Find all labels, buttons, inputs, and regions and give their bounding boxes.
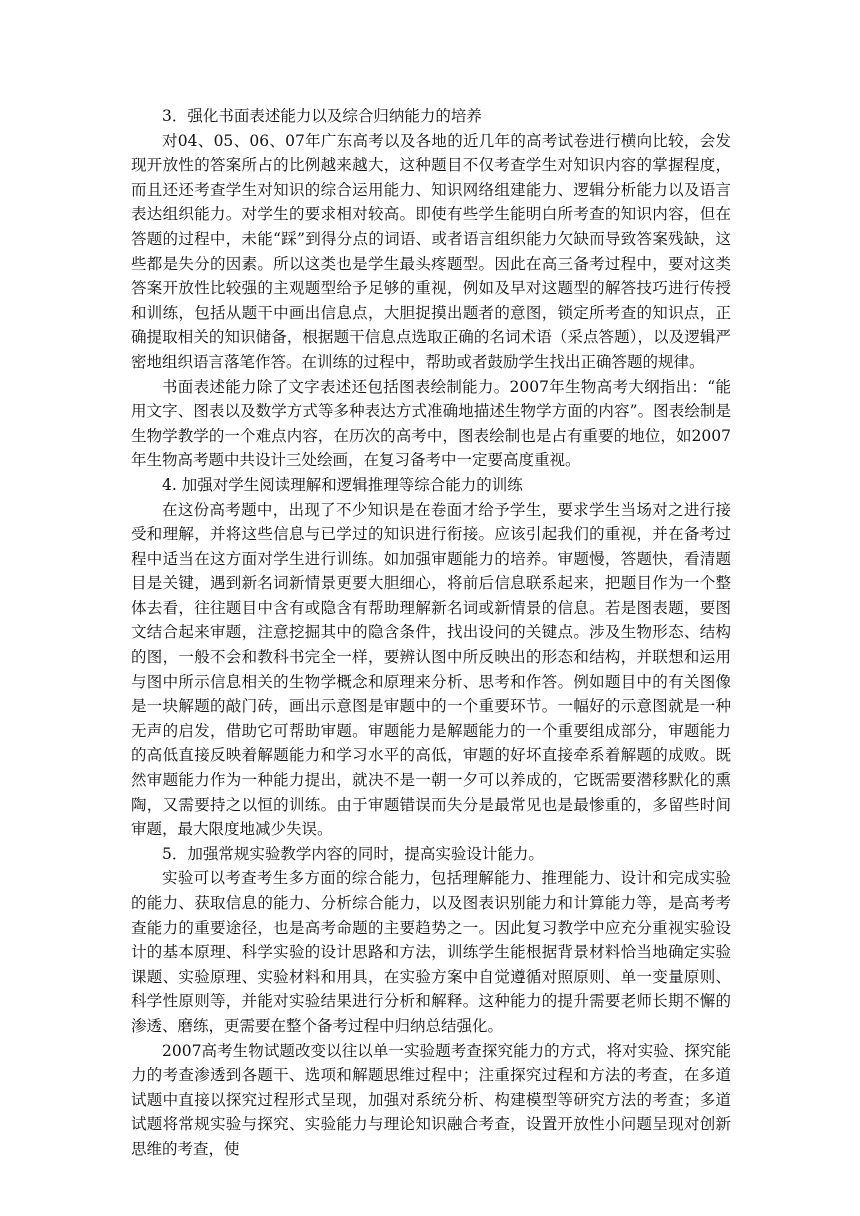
paragraph-2007-exam-analysis: 2007高考生物试题改变以往以单一实验题考查探究能力的方式，将对实验、探究能力的考查渗透到各题干、选项和解题思维过程中；注重探究过程和方法的考查，在多道试题中直接以探究过程形式呈现，加强对系统分析、构建模型等研究方法的考查；多道试题将常规实验与探究、实验能力与理论知识融合考查，设置开放性小问题呈现对创新思维的考查，使 <box>131 1041 731 1158</box>
section-heading-4: 4. 加强对学生阅读理解和逻辑推理等综合能力的训练 <box>162 475 523 494</box>
section-heading-3: 3．强化书面表述能力以及综合归纳能力的培养 <box>162 107 482 125</box>
paragraph-reading-comprehension: 在这份高考题中，出现了不少知识是在卷面才给予学生，要求学生当场对之进行接受和理解，并将这些信息与已学过的知识进行衔接。应该引起我们的重视，并在备考过程中适当在这方面对学生进行训练。如加强审题能力的培养。审题慢，答题快，看清题目是关键，遇到新名词新情景更要大胆细心，将前后信息联系起来，把题目作为一个整体去看，往往题目中含有或隐含有帮助理解新名词或新情景的信息。若是图表题，要图文结合起来审题，注意挖掘其中的隐含条件，找出设问的关键点。涉及生物形态、结构的图，一般不会和教科书完全一样，要辨认图中所反映出的形态和结构，并联想和运用与图中所示信息相关的生物学概念和原理来分析、思考和作答。例如题目中的有关图像是一块解题的敲门砖，画出示意图是审题中的一个重要环节。一幅好的示意图就是一种无声的启发，借助它可帮助审题。审题能力是解题能力的一个重要组成部分，审题能力的高低直接反映着解题能力和学习水平的高低，审题的好坏直接牵系着解题的成败。既然审题能力作为一种能力提出，就决不是一朝一夕可以养成的，它既需要潜移默化的熏陶，又需要持之以恒的训练。由于审题错误而失分是最常见也是最惨重的，多留些时间审题，最大限度地减少失误。 <box>131 500 731 839</box>
document-body <box>131 104 731 1162</box>
section-heading-5: 5．加强常规实验教学内容的同时，提高实验设计能力。 <box>162 844 544 863</box>
paragraph-experiment-design: 实验可以考查考生多方面的综合能力，包括理解能力、推理能力、设计和完成实验的能力、获取信息的能力、分析综合能力，以及图表识别能力和计算能力等，是高考考查能力的重要途径，也是高考命题的主要趋势之一。因此复习教学中应充分重视实验设计的基本原理、科学实验的设计思路和方法，训练学生能根据背景材料恰当地确定实验课题、实验原理、实验材料和用具，在实验方案中自觉遵循对照原则、单一变量原则、科学性原则等，并能对实验结果进行分析和解释。这种能力的提升需要老师长期不懈的渗透、磨练，更需要在整个备考过程中归纳总结强化。 <box>131 869 731 1035</box>
paragraph-chart-drawing: 书面表述能力除了文字表述还包括图表绘制能力。2007年生物高考大纲指出：“能用文字、图表以及数学方式等多种表达方式准确地描述生物学方面的内容”。图表绘制是生物学教学的一个难点内容，在历次的高考中，图表绘制也是占有重要的地位，如2007年生物高考题中共设计三处绘画，在复习备考中一定要高度重视。 <box>131 377 731 470</box>
paragraph-open-answer-training: 对04、05、06、07年广东高考以及各地的近几年的高考试卷进行横向比较，会发现开放性的答案所占的比例越来越大，这种题目不仅考查学生对知识内容的掌握程度，而且还还考查学生对知识的综合运用能力、知识网络组建能力、逻辑分析能力以及语言表达组织能力。对学生的要求相对较高。即使有些学生能明白所考查的知识内容，但在答题的过程中，未能“踩”到得分点的词语、或者语言组织能力欠缺而导致答案残缺，这些都是失分的因素。所以这类也是学生最头疼题型。因此在高三备考过程中，要对这类答案开放性比较强的主观题型给予足够的重视，例如及早对这题型的解答技巧进行传授和训练，包括从题干中画出信息点，大胆捉摸出题者的意图，锁定所考查的知识点，正确提取相关的知识储备，根据题干信息点选取正确的名词术语（采点答题），以及逻辑严密地组织语言落笔作答。在训练的过程中，帮助或者鼓励学生找出正确答题的规律。 <box>131 131 731 371</box>
